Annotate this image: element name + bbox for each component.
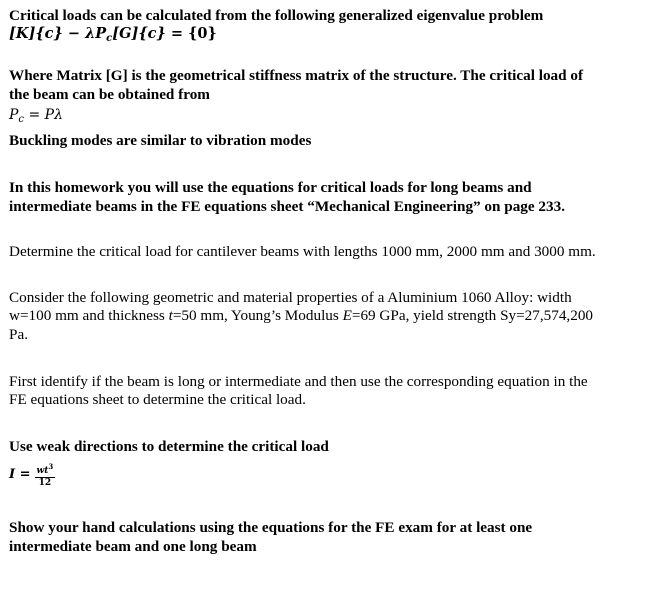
- properties-w-thickness: w=100 mm and thickness: [9, 307, 169, 324]
- properties-line-2: [9, 307, 593, 326]
- pc-rhs: = Pλ: [24, 107, 63, 123]
- eq-equals: =: [165, 25, 189, 42]
- eq-lambda: λ: [85, 25, 96, 42]
- homework-line-1: In this homework you will use the equations for critical loads for long beams and: [9, 179, 532, 196]
- eigenvalue-equation: [9, 25, 217, 49]
- properties-yield: =69 GPa, yield strength Sy=27,574,200: [351, 307, 594, 324]
- homework-line-2: intermediate beams in the FE equations sheet “Mechanical Engineering” on page 233.: [9, 198, 566, 215]
- pc-sub: c: [18, 114, 25, 125]
- eq-minus: −: [62, 25, 86, 42]
- hand-calc-line-2: intermediate beam and one long beam: [9, 538, 257, 555]
- eq-g-matrix: [G]: [112, 25, 139, 42]
- buckling-note: Buckling modes are similar to vibration modes: [9, 132, 312, 149]
- determine-text: Determine the critical load for cantilever beams with lengths 1000 mm, 2000 mm and 3000 mm.: [9, 243, 596, 260]
- thickness-symbol: t: [168, 307, 173, 324]
- eq-c-vector: {c}: [35, 25, 63, 42]
- inertia-fraction: [35, 461, 56, 489]
- eq-p: P: [95, 25, 107, 42]
- properties-line-1: Consider the following geometric and material properties of a Aluminium 1060 Alloy: width: [9, 289, 572, 306]
- properties-youngs: =50 mm, Young’s Modulus: [172, 307, 343, 324]
- geometric-line-2: the beam can be obtained from: [9, 86, 210, 103]
- inertia-lhs: I =: [9, 466, 31, 482]
- inertia-numerator: $wt^3$: [36, 462, 54, 476]
- critical-load-equation: [9, 106, 63, 130]
- identify-line-2: FE equations sheet to determine the critical load.: [9, 391, 306, 408]
- pc-p: P: [9, 107, 19, 123]
- identify-line-1: First identify if the beam is long or intermediate and then use the corresponding equation in the: [9, 373, 588, 390]
- inertia-exponent: 3: [48, 462, 54, 471]
- eq-zero-vector: {0}: [188, 25, 217, 42]
- inertia-equation: [9, 458, 55, 492]
- properties-line-3: Pa.: [9, 326, 28, 343]
- eq-p-sub: c: [106, 33, 113, 44]
- geometric-line-1: Where Matrix [G] is the geometrical stiffness matrix of the structure. The critical load of: [9, 67, 584, 84]
- weak-direction-text: Use weak directions to determine the critical load: [9, 438, 329, 455]
- eq-k-matrix: [K]: [9, 25, 36, 42]
- intro-heading: Critical loads can be calculated from the following generalized eigenvalue problem: [9, 7, 544, 24]
- inertia-denominator: 12: [38, 478, 52, 488]
- hand-calc-line-1: Show your hand calculations using the equations for the FE exam for at least one: [9, 519, 533, 536]
- eq-c-vector-2: {c}: [138, 25, 166, 42]
- modulus-symbol: E: [342, 307, 352, 324]
